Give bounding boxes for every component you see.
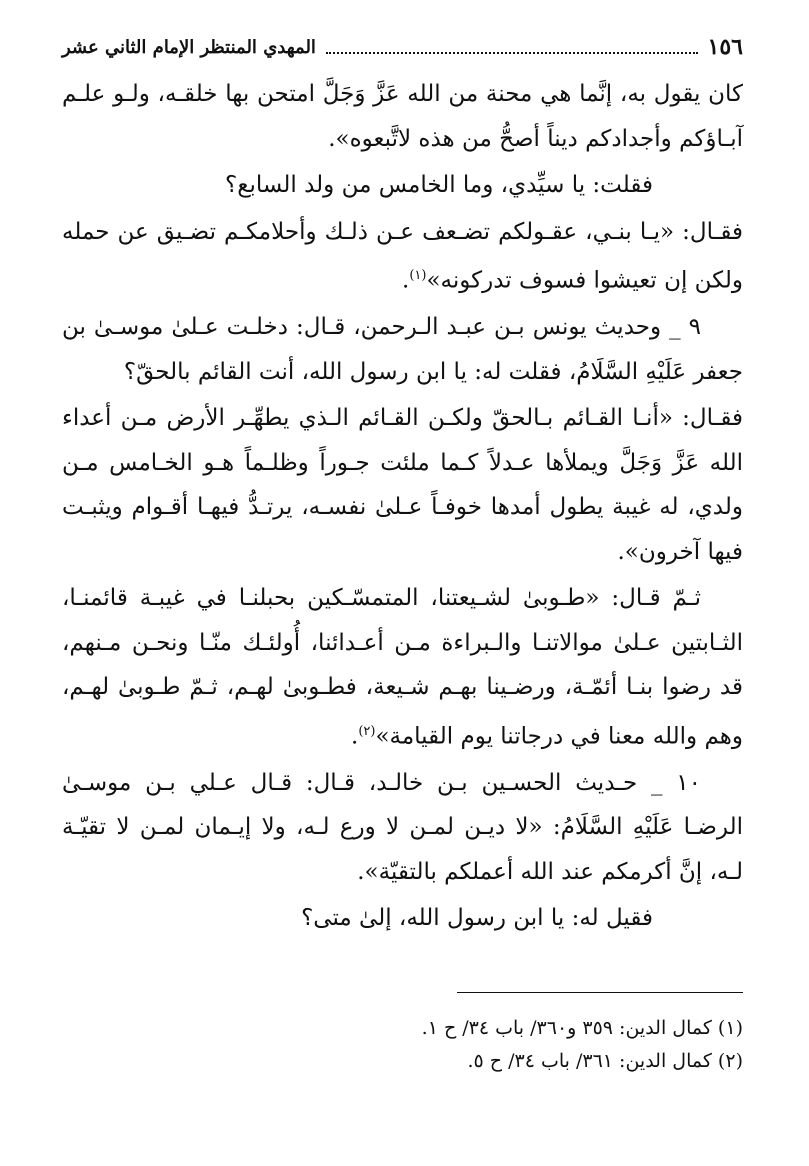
- paragraph-8: فقيل له: يا ابن رسول الله، إلىٰ متى؟: [301, 905, 653, 932]
- footnote-1: (١) كمال الدين: ٣٥٩ و٣٦٠/ باب ٣٤/ ح ١.: [421, 1017, 743, 1039]
- paragraph-1: كان يقول به، إنَّما هي محنة من الله عَزَّ وَجَلَّ امتحن بها خلقـه، ولـو علـم آبـاؤكم وأجدادكم ديناً أصحُّ من هذه لاتَّبعوه».: [62, 81, 743, 152]
- paragraph-5: فقـال: «أنـا القـائم بـالحقّ ولكـن القـائم الـذي يطهِّـر الأرض مـن أعداء الله عَزَّ وَجَلَّ ويملأها عـدلاً كـما ملئت جـوراً وظلـماً هـو الخـامس مـن ولدي، له غيبة يطول أمدها خوفـاً عـلىٰ نفسـه، يرتـدُّ فيهـا أقـوام ويثبـت فيها آخرون».: [62, 405, 743, 565]
- paragraph-6: ثـمّ قـال: «طـوبىٰ لشـيعتنا، المتمسّـكين بحبلنـا في غيبـة قائمنـا، الثـابتين عـلىٰ موالاتنـا والـبراءة مـن أعـدائنا، أُولئـك منّـا ونحـن مـنهم، قد رضوا بنـا أئمّـة، ورضـينا بهـم شـيعة، فطـوبىٰ لهـم، ثـمّ طـوبىٰ لهـم، وهم والله معنا في درجاتنا يوم القيامة»$^{(٢)}$.: [62, 585, 743, 750]
- paragraph-3: فقـال: «يـا بنـي، عقـولكم تضـعف عـن ذلـك وأحلامكـم تضـيق عن حمله ولكن إن تعيشوا فسوف تدركونه»$^{(١)}$.: [62, 218, 743, 294]
- paragraph-7: ١٠ _ حـديث الحسـين بـن خالـد، قـال: قـال عـلي بـن موسـىٰ الرضـا عَلَيْهِ السَّلَامُ: «لا ديـن لمـن لا ورع لـه، ولا إيـمان لمـن لا تقيّـة لـه، إنَّ أكرمكم عند الله أعملكم بالتقيّة».: [62, 769, 743, 885]
- main-text: [62, 72, 743, 943]
- footnote-ref-2: (٢): [358, 723, 376, 739]
- paragraph-3-text: فقـال: «يـا بنـي، عقـولكم تضـعف عـن ذلـك وأحلامكـم تضـيق عن حمله ولكن إن تعيشوا فسوف تدركونه»: [62, 218, 743, 294]
- paragraph-2: فقلت: يا سيِّدي، وما الخامس من ولد السابع؟: [225, 172, 653, 198]
- footnotes: [62, 1012, 743, 1078]
- running-header: [62, 30, 743, 64]
- running-title: المهدي المنتظر الإمام الثاني عشر: [62, 36, 316, 58]
- page-number: ١٥٦: [707, 34, 743, 60]
- paragraph-4: ٩ _ وحديث يونس بـن عبـد الـرحمن، قـال: دخلـت عـلىٰ موسـىٰ بن جعفر عَلَيْهِ السَّلَامُ، فقلت له: يا ابن رسول الله، أنت القائم بالحقّ؟: [62, 314, 743, 385]
- paragraph-6-text: ثـمّ قـال: «طـوبىٰ لشـيعتنا، المتمسّـكين بحبلنـا في غيبـة قائمنـا، الثـابتين عـلىٰ موالاتنـا والـبراءة مـن أعـدائنا، أُولئـك منّـا ونحـن مـنهم، قد رضوا بنـا أئمّـة، ورضـينا بهـم شـيعة، فطـوبىٰ لهـم، ثـمّ طـوبىٰ لهـم، وهم والله معنا في درجاتنا يوم القيامة»: [62, 585, 743, 750]
- footnote-separator: [457, 992, 743, 993]
- footnote-2: (٢) كمال الدين: ٣٦١/ باب ٣٤/ ح ٥.: [467, 1050, 743, 1072]
- header-leader-dots: [326, 52, 698, 54]
- footnote-ref-1: (١): [409, 268, 427, 283]
